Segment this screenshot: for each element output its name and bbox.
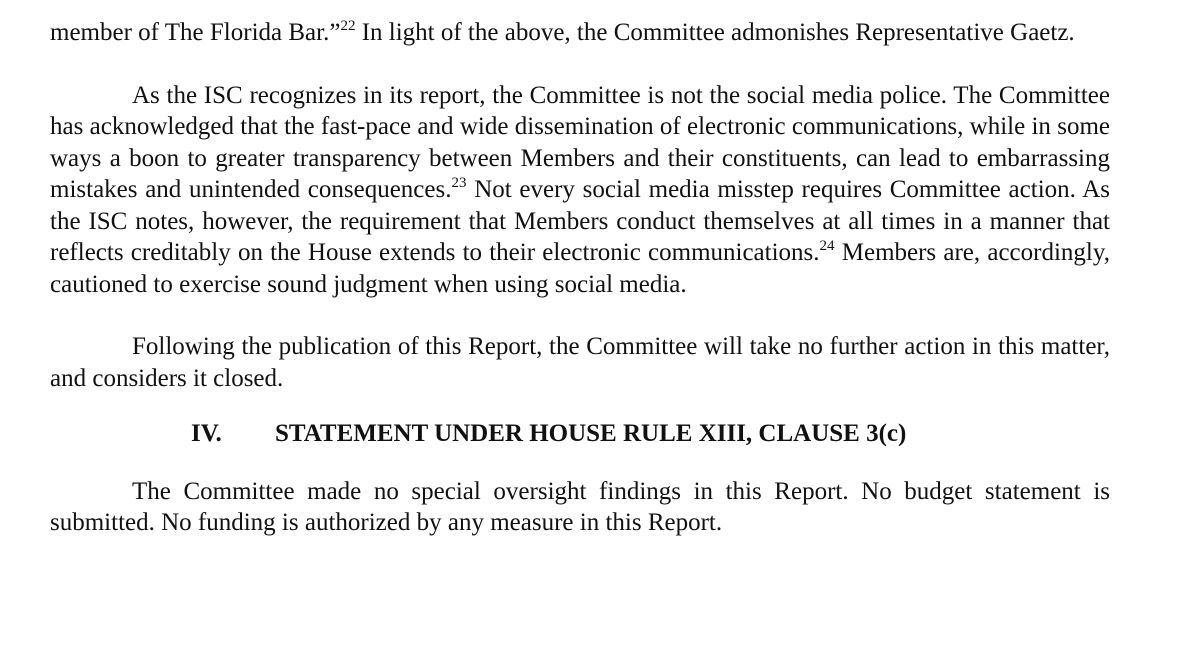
paragraph-text: Following the publication of this Report, the Committee will take no further action in this matter, and considers it closed. bbox=[50, 333, 1110, 392]
paragraph-text: In light of the above, the Committee admonishes Representative Gaetz. bbox=[355, 19, 1075, 46]
document-page bbox=[50, 17, 1110, 539]
paragraph-oversight-statement bbox=[50, 476, 1110, 539]
section-heading bbox=[50, 418, 1110, 450]
section-number: IV. bbox=[191, 420, 222, 447]
paragraph-closed bbox=[50, 331, 1110, 394]
paragraph-admonishment bbox=[50, 17, 1110, 49]
paragraph-text: Members are, accordingly, cautioned to exercise sound judgment when using social media. bbox=[50, 239, 1110, 298]
paragraph-social-media bbox=[50, 80, 1110, 301]
footnote-marker[interactable]: 23 bbox=[451, 175, 467, 191]
section-title: STATEMENT UNDER HOUSE RULE XIII, CLAUSE 3(c) bbox=[275, 420, 907, 447]
footnote-marker[interactable]: 24 bbox=[819, 238, 835, 254]
footnote-marker[interactable]: 22 bbox=[340, 18, 356, 34]
paragraph-text: member of The Florida Bar.” bbox=[50, 19, 341, 46]
paragraph-text: As the ISC recognizes in its report, the Committee is not the social media police. The Committee has acknowledged that the fast-pace and wide dissemination of electronic communications, while in some ways a boon to greater transparency between Members and their constituents, can lead to embarrassing mistakes and unintended consequences. bbox=[50, 81, 1110, 203]
paragraph-text: Not every social media misstep requires Committee action. As the ISC notes, however, the requirement that Members conduct themselves at all times in a manner that reflects creditably on the House extends to their electronic communications. bbox=[50, 176, 1110, 266]
paragraph-text: The Committee made no special oversight findings in this Report. No budget statement is submitted. No funding is authorized by any measure in this Report. bbox=[50, 477, 1110, 536]
